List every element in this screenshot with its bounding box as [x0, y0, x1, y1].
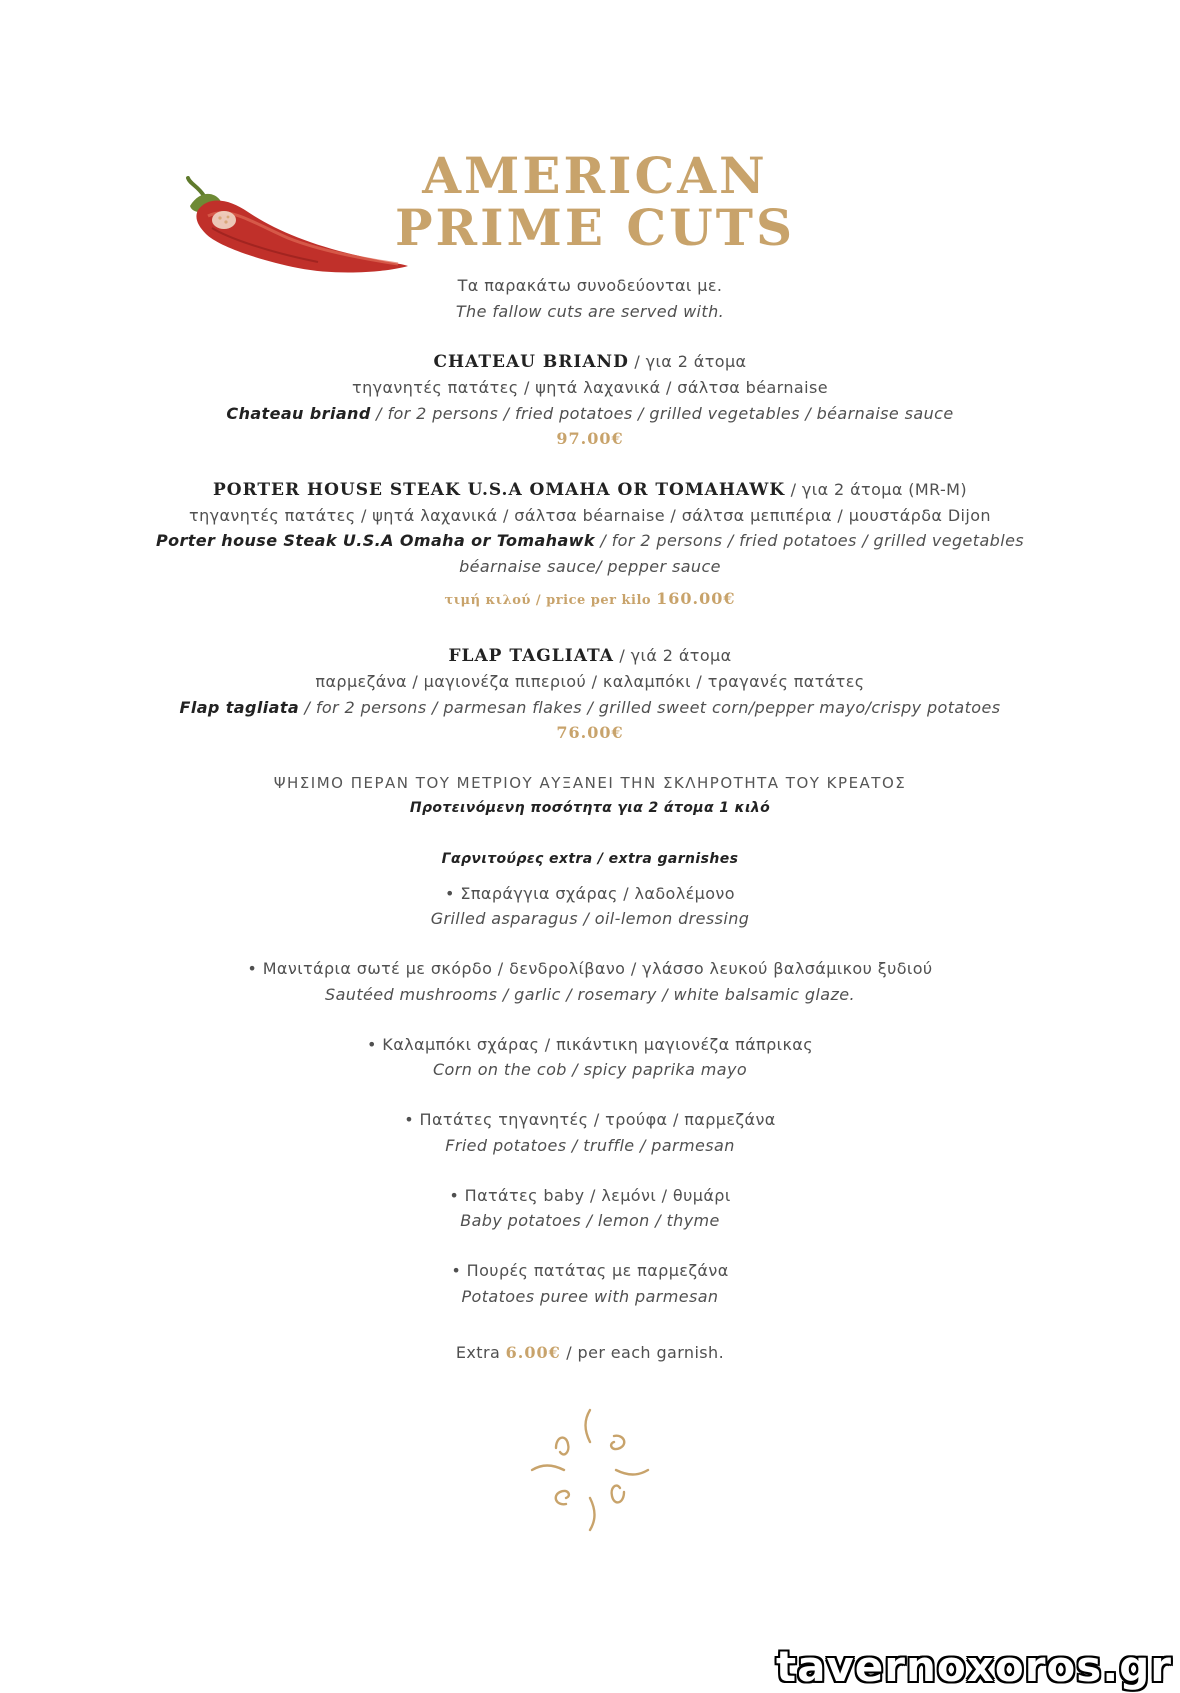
extra-prefix: Extra: [455, 1343, 506, 1362]
extra-suffix: / per each garnish.: [560, 1343, 725, 1362]
garnish-greek: • Πατάτες τηγανητές / τρούφα / παρμεζάνα: [404, 1110, 776, 1129]
dish-name: FLAP TAGLIATA: [448, 646, 614, 666]
menu-item-porter-house: [0, 480, 1180, 500]
garnish-greek: • Καλαμπόκι σχάρας / πικάντικη μαγιονέζα πάπρικας: [366, 1035, 814, 1054]
dish-english-name: Flap tagliata: [179, 698, 300, 717]
dish-greek-description: παρμεζάνα / μαγιονέζα πιπεριού / καλαμπόκι / τραγανές πατάτες: [315, 672, 865, 691]
garnish-heading: Γαρνιτούρες extra / extra garnishes: [441, 851, 739, 867]
dish-name: PORTER HOUSE STEAK U.S.A OMAHA OR TOMAHAWK: [212, 480, 786, 500]
extra-garnish-price: [0, 1343, 1180, 1362]
dish-price-line: [0, 589, 1180, 608]
menu-item-flap-tagliata: [0, 646, 1180, 666]
dish-english-name: Chateau briand: [226, 404, 371, 423]
dish-english-detail: / for 2 persons / fried potatoes / grilled vegetables / béarnaise sauce: [370, 404, 954, 423]
garnish-greek: • Σπαράγγια σχάρας / λαδολέμονο: [445, 884, 735, 903]
garnish-greek: • Πατάτες baby / λεμόνι / θυμάρι: [449, 1186, 731, 1205]
dish-price: 160.00€: [656, 589, 736, 608]
dish-english-description: [0, 404, 1180, 423]
watermark: tavernoxoros.gr: [776, 1642, 1172, 1691]
garnish-english: Grilled asparagus / oil-lemon dressing: [430, 909, 750, 928]
garnish-english: Baby potatoes / lemon / thyme: [460, 1211, 720, 1230]
garnish-english: Fried potatoes / truffle / parmesan: [445, 1136, 735, 1155]
dish-price: 76.00€: [556, 723, 624, 742]
intro-greek: Τα παρακάτω συνοδεύονται με.: [457, 276, 723, 295]
intro-english: The fallow cuts are served with.: [455, 302, 725, 321]
cooking-warning: ΨΗΣΙΜΟ ΠΕΡΑΝ ΤΟΥ ΜΕΤΡΙΟΥ ΑΥΞΑΝΕΙ ΤΗΝ ΣΚΛΗΡΟΤΗΤΑ ΤΟΥ ΚΡΕΑΤΟΣ: [273, 774, 907, 792]
dish-suffix: / για 2 άτομα: [628, 352, 747, 371]
garnish-english: Sautéed mushrooms / garlic / rosemary / white balsamic glaze.: [325, 985, 855, 1004]
dish-english-detail: / for 2 persons / fried potatoes / grilled vegetables: [594, 531, 1025, 550]
dish-greek-description: τηγανητές πατάτες / ψητά λαχανικά / σάλτσα béarnaise: [352, 378, 828, 397]
page-title: [0, 146, 1180, 257]
dish-english-description: [0, 531, 1180, 550]
garnish-greek: • Πουρές πατάτας με παρμεζάνα: [451, 1261, 729, 1280]
dish-name: CHATEAU BRIAND: [433, 352, 629, 372]
dish-english-description-2: béarnaise sauce/ pepper sauce: [459, 557, 721, 576]
recommended-quantity: Προτεινόμενη ποσότητα για 2 άτομα 1 κιλό: [409, 800, 771, 816]
dish-price: 97.00€: [556, 429, 624, 448]
extra-price: 6.00€: [505, 1343, 561, 1362]
restaurant-logo-icon: [520, 1400, 660, 1540]
title-line-1: AMERICAN: [422, 146, 768, 205]
garnish-english: Potatoes puree with parmesan: [461, 1287, 719, 1306]
dish-suffix: / για 2 άτομα (MR-M): [785, 480, 968, 499]
garnish-english: Corn on the cob / spicy paprika mayo: [432, 1060, 748, 1079]
title-line-2: PRIME CUTS: [394, 198, 796, 257]
dish-greek-description: τηγανητές πατάτες / ψητά λαχανικά / σάλτσα béarnaise / σάλτσα μεπιπέρια / μουστάρδα Dijon: [189, 506, 991, 525]
dish-suffix: / γιά 2 άτομα: [613, 646, 732, 665]
garnish-greek: • Μανιτάρια σωτέ με σκόρδο / δενδρολίβανο / γλάσσο λευκού βαλσάμικου ξυδιού: [247, 959, 933, 978]
menu-item-chateau-briand: [0, 352, 1180, 372]
dish-english-detail: / for 2 persons / parmesan flakes / grilled sweet corn/pepper mayo/crispy potatoes: [299, 698, 1001, 717]
price-label: τιμή κιλού / price per kilo: [444, 593, 657, 608]
dish-english-description: [0, 698, 1180, 717]
dish-english-name: Porter house Steak U.S.A Omaha or Tomahawk: [155, 531, 595, 550]
